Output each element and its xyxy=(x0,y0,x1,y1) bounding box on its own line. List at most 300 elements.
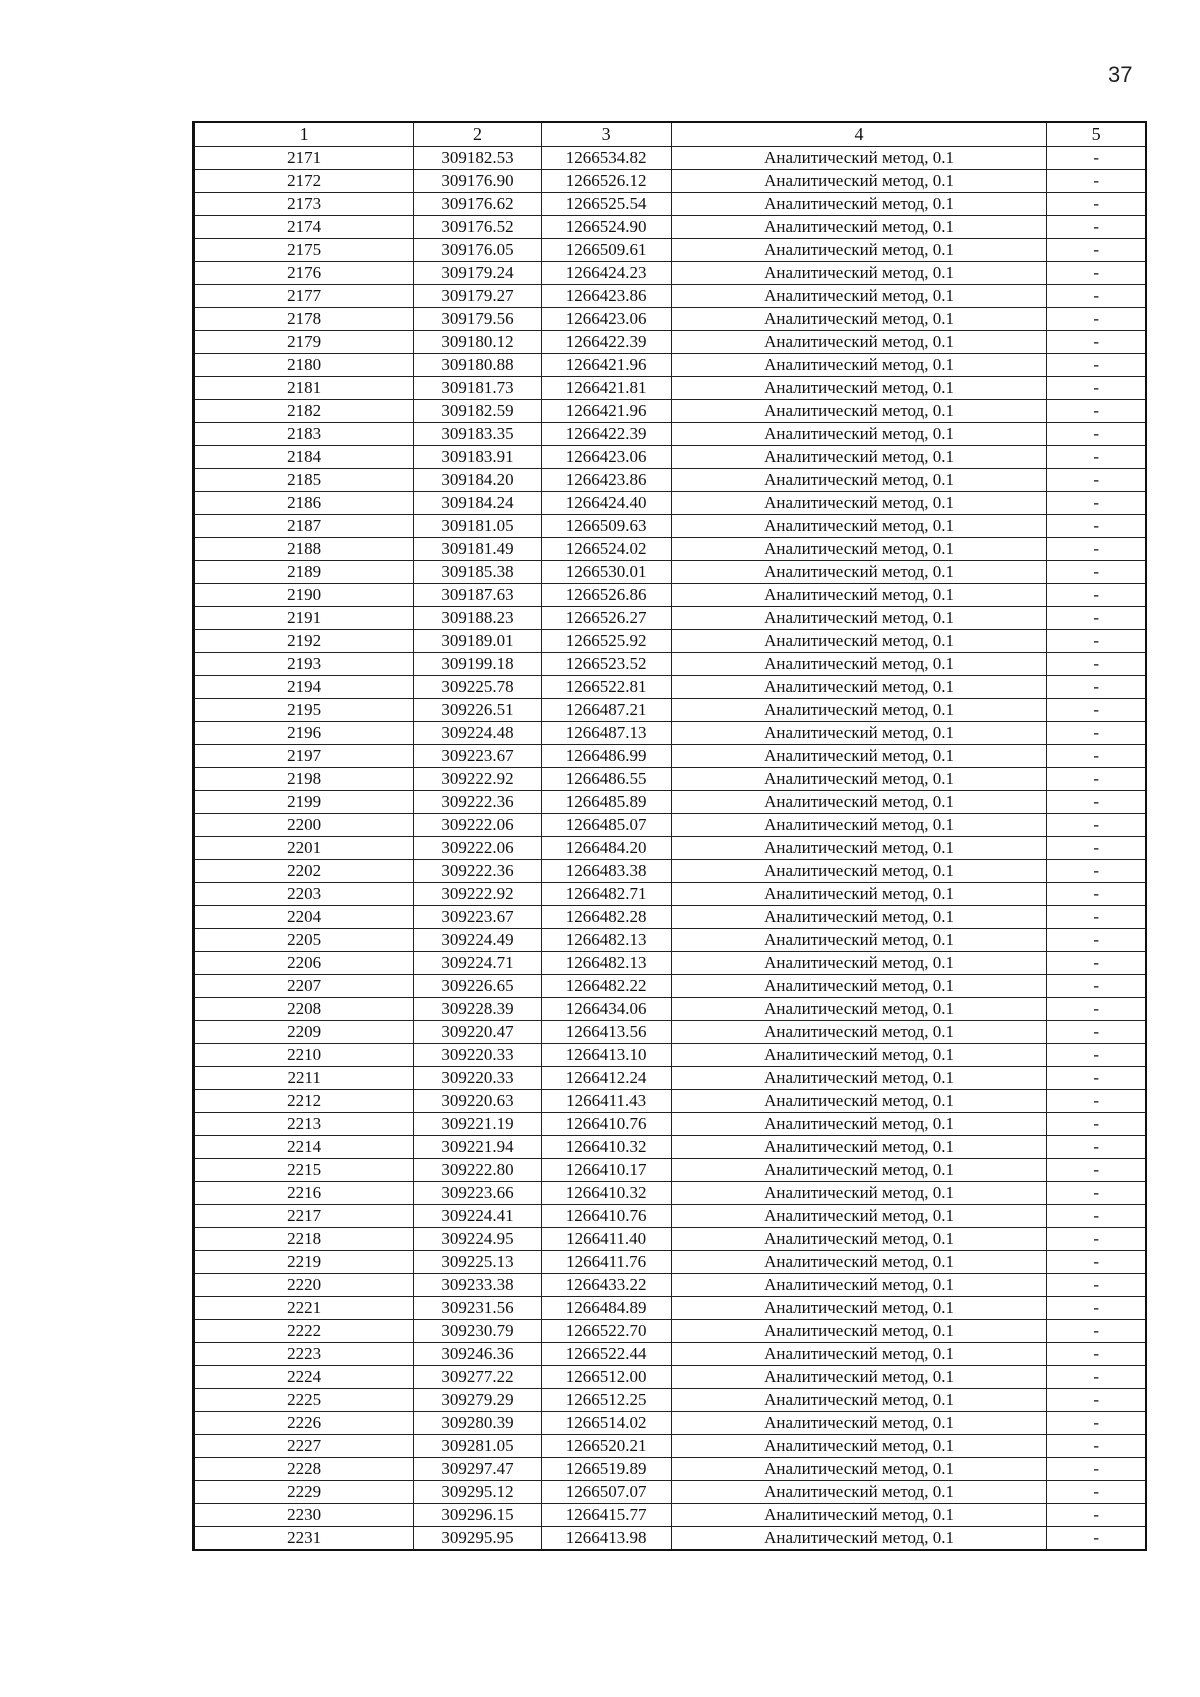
method-cell: Аналитический метод, 0.1 xyxy=(671,308,1047,331)
x-coordinate-cell: 309184.20 xyxy=(414,469,541,492)
method-cell: Аналитический метод, 0.1 xyxy=(671,423,1047,446)
table-row xyxy=(194,1021,1147,1044)
note-cell: - xyxy=(1047,1021,1146,1044)
x-coordinate-cell: 309224.95 xyxy=(414,1228,541,1251)
note-cell: - xyxy=(1047,538,1146,561)
table-row xyxy=(194,1067,1147,1090)
x-coordinate-cell: 309224.49 xyxy=(414,929,541,952)
point-number-cell: 2216 xyxy=(194,1182,414,1205)
point-number-cell: 2193 xyxy=(194,653,414,676)
note-cell: - xyxy=(1047,1527,1146,1551)
point-number-cell: 2230 xyxy=(194,1504,414,1527)
table-row xyxy=(194,193,1147,216)
method-cell: Аналитический метод, 0.1 xyxy=(671,1435,1047,1458)
point-number-cell: 2182 xyxy=(194,400,414,423)
note-cell: - xyxy=(1047,883,1146,906)
y-coordinate-cell: 1266412.24 xyxy=(541,1067,671,1090)
point-number-cell: 2222 xyxy=(194,1320,414,1343)
x-coordinate-cell: 309222.06 xyxy=(414,837,541,860)
table-row xyxy=(194,515,1147,538)
x-coordinate-cell: 309222.92 xyxy=(414,883,541,906)
y-coordinate-cell: 1266526.27 xyxy=(541,607,671,630)
method-cell: Аналитический метод, 0.1 xyxy=(671,1366,1047,1389)
table-row xyxy=(194,1205,1147,1228)
x-coordinate-cell: 309225.78 xyxy=(414,676,541,699)
y-coordinate-cell: 1266411.43 xyxy=(541,1090,671,1113)
y-coordinate-cell: 1266421.96 xyxy=(541,354,671,377)
table-row xyxy=(194,607,1147,630)
point-number-cell: 2207 xyxy=(194,975,414,998)
table-row xyxy=(194,1182,1147,1205)
table-row xyxy=(194,285,1147,308)
note-cell: - xyxy=(1047,1481,1146,1504)
note-cell: - xyxy=(1047,469,1146,492)
point-number-cell: 2228 xyxy=(194,1458,414,1481)
y-coordinate-cell: 1266530.01 xyxy=(541,561,671,584)
x-coordinate-cell: 309221.19 xyxy=(414,1113,541,1136)
table-row xyxy=(194,400,1147,423)
table-row xyxy=(194,699,1147,722)
note-cell: - xyxy=(1047,929,1146,952)
note-cell: - xyxy=(1047,998,1146,1021)
y-coordinate-cell: 1266487.13 xyxy=(541,722,671,745)
note-cell: - xyxy=(1047,331,1146,354)
note-cell: - xyxy=(1047,584,1146,607)
table-row xyxy=(194,1412,1147,1435)
note-cell: - xyxy=(1047,722,1146,745)
method-cell: Аналитический метод, 0.1 xyxy=(671,400,1047,423)
x-coordinate-cell: 309295.95 xyxy=(414,1527,541,1551)
point-number-cell: 2175 xyxy=(194,239,414,262)
method-cell: Аналитический метод, 0.1 xyxy=(671,492,1047,515)
y-coordinate-cell: 1266486.55 xyxy=(541,768,671,791)
method-cell: Аналитический метод, 0.1 xyxy=(671,262,1047,285)
y-coordinate-cell: 1266509.61 xyxy=(541,239,671,262)
table-row xyxy=(194,1228,1147,1251)
method-cell: Аналитический метод, 0.1 xyxy=(671,791,1047,814)
point-number-cell: 2199 xyxy=(194,791,414,814)
y-coordinate-cell: 1266524.90 xyxy=(541,216,671,239)
method-cell: Аналитический метод, 0.1 xyxy=(671,1136,1047,1159)
y-coordinate-cell: 1266423.86 xyxy=(541,469,671,492)
table-row xyxy=(194,1481,1147,1504)
method-cell: Аналитический метод, 0.1 xyxy=(671,998,1047,1021)
x-coordinate-cell: 309230.79 xyxy=(414,1320,541,1343)
note-cell: - xyxy=(1047,1182,1146,1205)
table-row xyxy=(194,1090,1147,1113)
y-coordinate-cell: 1266483.38 xyxy=(541,860,671,883)
table-row xyxy=(194,837,1147,860)
x-coordinate-cell: 309182.53 xyxy=(414,147,541,170)
method-cell: Аналитический метод, 0.1 xyxy=(671,1251,1047,1274)
point-number-cell: 2198 xyxy=(194,768,414,791)
x-coordinate-cell: 309220.63 xyxy=(414,1090,541,1113)
method-cell: Аналитический метод, 0.1 xyxy=(671,1205,1047,1228)
y-coordinate-cell: 1266485.07 xyxy=(541,814,671,837)
note-cell: - xyxy=(1047,1274,1146,1297)
point-number-cell: 2214 xyxy=(194,1136,414,1159)
x-coordinate-cell: 309223.66 xyxy=(414,1182,541,1205)
note-cell: - xyxy=(1047,285,1146,308)
note-cell: - xyxy=(1047,1458,1146,1481)
point-number-cell: 2185 xyxy=(194,469,414,492)
table-row xyxy=(194,906,1147,929)
y-coordinate-cell: 1266522.44 xyxy=(541,1343,671,1366)
method-cell: Аналитический метод, 0.1 xyxy=(671,584,1047,607)
x-coordinate-cell: 309222.36 xyxy=(414,791,541,814)
point-number-cell: 2224 xyxy=(194,1366,414,1389)
note-cell: - xyxy=(1047,653,1146,676)
point-number-cell: 2172 xyxy=(194,170,414,193)
note-cell: - xyxy=(1047,1113,1146,1136)
point-number-cell: 2212 xyxy=(194,1090,414,1113)
note-cell: - xyxy=(1047,1343,1146,1366)
method-cell: Аналитический метод, 0.1 xyxy=(671,377,1047,400)
method-cell: Аналитический метод, 0.1 xyxy=(671,1274,1047,1297)
table-row xyxy=(194,1320,1147,1343)
note-cell: - xyxy=(1047,699,1146,722)
table-row xyxy=(194,975,1147,998)
table-row xyxy=(194,1274,1147,1297)
point-number-cell: 2178 xyxy=(194,308,414,331)
method-cell: Аналитический метод, 0.1 xyxy=(671,331,1047,354)
table-row xyxy=(194,883,1147,906)
point-number-cell: 2218 xyxy=(194,1228,414,1251)
method-cell: Аналитический метод, 0.1 xyxy=(671,699,1047,722)
table-row xyxy=(194,745,1147,768)
point-number-cell: 2225 xyxy=(194,1389,414,1412)
method-cell: Аналитический метод, 0.1 xyxy=(671,1113,1047,1136)
note-cell: - xyxy=(1047,515,1146,538)
y-coordinate-cell: 1266434.06 xyxy=(541,998,671,1021)
method-cell: Аналитический метод, 0.1 xyxy=(671,446,1047,469)
point-number-cell: 2197 xyxy=(194,745,414,768)
x-coordinate-cell: 309180.12 xyxy=(414,331,541,354)
table-row xyxy=(194,929,1147,952)
table-row xyxy=(194,1113,1147,1136)
table-row xyxy=(194,538,1147,561)
header-row xyxy=(194,122,1147,147)
note-cell: - xyxy=(1047,860,1146,883)
y-coordinate-cell: 1266423.86 xyxy=(541,285,671,308)
x-coordinate-cell: 309179.27 xyxy=(414,285,541,308)
method-cell: Аналитический метод, 0.1 xyxy=(671,975,1047,998)
method-cell: Аналитический метод, 0.1 xyxy=(671,1090,1047,1113)
y-coordinate-cell: 1266422.39 xyxy=(541,423,671,446)
point-number-cell: 2174 xyxy=(194,216,414,239)
y-coordinate-cell: 1266534.82 xyxy=(541,147,671,170)
point-number-cell: 2205 xyxy=(194,929,414,952)
note-cell: - xyxy=(1047,492,1146,515)
method-cell: Аналитический метод, 0.1 xyxy=(671,1481,1047,1504)
table-row xyxy=(194,239,1147,262)
point-number-cell: 2195 xyxy=(194,699,414,722)
note-cell: - xyxy=(1047,1435,1146,1458)
column-header-1: 1 xyxy=(194,122,414,147)
y-coordinate-cell: 1266482.71 xyxy=(541,883,671,906)
x-coordinate-cell: 309176.90 xyxy=(414,170,541,193)
x-coordinate-cell: 309181.05 xyxy=(414,515,541,538)
x-coordinate-cell: 309181.49 xyxy=(414,538,541,561)
table-row xyxy=(194,952,1147,975)
x-coordinate-cell: 309188.23 xyxy=(414,607,541,630)
method-cell: Аналитический метод, 0.1 xyxy=(671,745,1047,768)
x-coordinate-cell: 309179.24 xyxy=(414,262,541,285)
point-number-cell: 2173 xyxy=(194,193,414,216)
table-row xyxy=(194,469,1147,492)
point-number-cell: 2210 xyxy=(194,1044,414,1067)
table-row xyxy=(194,630,1147,653)
method-cell: Аналитический метод, 0.1 xyxy=(671,285,1047,308)
x-coordinate-cell: 309222.06 xyxy=(414,814,541,837)
y-coordinate-cell: 1266410.32 xyxy=(541,1182,671,1205)
method-cell: Аналитический метод, 0.1 xyxy=(671,1527,1047,1551)
note-cell: - xyxy=(1047,308,1146,331)
x-coordinate-cell: 309226.65 xyxy=(414,975,541,998)
x-coordinate-cell: 309185.38 xyxy=(414,561,541,584)
y-coordinate-cell: 1266512.00 xyxy=(541,1366,671,1389)
x-coordinate-cell: 309189.01 xyxy=(414,630,541,653)
point-number-cell: 2177 xyxy=(194,285,414,308)
method-cell: Аналитический метод, 0.1 xyxy=(671,1228,1047,1251)
table-row xyxy=(194,331,1147,354)
note-cell: - xyxy=(1047,630,1146,653)
column-header-5: 5 xyxy=(1047,122,1146,147)
point-number-cell: 2211 xyxy=(194,1067,414,1090)
method-cell: Аналитический метод, 0.1 xyxy=(671,1343,1047,1366)
note-cell: - xyxy=(1047,377,1146,400)
note-cell: - xyxy=(1047,1251,1146,1274)
method-cell: Аналитический метод, 0.1 xyxy=(671,1182,1047,1205)
table-row xyxy=(194,584,1147,607)
point-number-cell: 2184 xyxy=(194,446,414,469)
point-number-cell: 2191 xyxy=(194,607,414,630)
point-number-cell: 2215 xyxy=(194,1159,414,1182)
y-coordinate-cell: 1266410.17 xyxy=(541,1159,671,1182)
x-coordinate-cell: 309279.29 xyxy=(414,1389,541,1412)
coordinates-table xyxy=(192,121,1147,1551)
table-header xyxy=(194,122,1147,147)
method-cell: Аналитический метод, 0.1 xyxy=(671,561,1047,584)
note-cell: - xyxy=(1047,952,1146,975)
method-cell: Аналитический метод, 0.1 xyxy=(671,1159,1047,1182)
point-number-cell: 2227 xyxy=(194,1435,414,1458)
point-number-cell: 2176 xyxy=(194,262,414,285)
table-row xyxy=(194,446,1147,469)
method-cell: Аналитический метод, 0.1 xyxy=(671,814,1047,837)
note-cell: - xyxy=(1047,170,1146,193)
note-cell: - xyxy=(1047,239,1146,262)
table-row xyxy=(194,561,1147,584)
x-coordinate-cell: 309281.05 xyxy=(414,1435,541,1458)
x-coordinate-cell: 309224.71 xyxy=(414,952,541,975)
y-coordinate-cell: 1266487.21 xyxy=(541,699,671,722)
table-row xyxy=(194,722,1147,745)
y-coordinate-cell: 1266410.32 xyxy=(541,1136,671,1159)
y-coordinate-cell: 1266424.40 xyxy=(541,492,671,515)
y-coordinate-cell: 1266522.70 xyxy=(541,1320,671,1343)
note-cell: - xyxy=(1047,1389,1146,1412)
column-header-4: 4 xyxy=(671,122,1047,147)
point-number-cell: 2196 xyxy=(194,722,414,745)
note-cell: - xyxy=(1047,147,1146,170)
x-coordinate-cell: 309181.73 xyxy=(414,377,541,400)
method-cell: Аналитический метод, 0.1 xyxy=(671,147,1047,170)
x-coordinate-cell: 309280.39 xyxy=(414,1412,541,1435)
y-coordinate-cell: 1266525.54 xyxy=(541,193,671,216)
table-row xyxy=(194,308,1147,331)
table-row xyxy=(194,1504,1147,1527)
x-coordinate-cell: 309176.62 xyxy=(414,193,541,216)
x-coordinate-cell: 309180.88 xyxy=(414,354,541,377)
note-cell: - xyxy=(1047,975,1146,998)
method-cell: Аналитический метод, 0.1 xyxy=(671,469,1047,492)
point-number-cell: 2221 xyxy=(194,1297,414,1320)
x-coordinate-cell: 309176.52 xyxy=(414,216,541,239)
point-number-cell: 2209 xyxy=(194,1021,414,1044)
y-coordinate-cell: 1266482.22 xyxy=(541,975,671,998)
method-cell: Аналитический метод, 0.1 xyxy=(671,1021,1047,1044)
table-row xyxy=(194,377,1147,400)
y-coordinate-cell: 1266413.98 xyxy=(541,1527,671,1551)
y-coordinate-cell: 1266520.21 xyxy=(541,1435,671,1458)
y-coordinate-cell: 1266411.76 xyxy=(541,1251,671,1274)
method-cell: Аналитический метод, 0.1 xyxy=(671,653,1047,676)
y-coordinate-cell: 1266519.89 xyxy=(541,1458,671,1481)
table-row xyxy=(194,998,1147,1021)
method-cell: Аналитический метод, 0.1 xyxy=(671,1044,1047,1067)
table-row xyxy=(194,492,1147,515)
y-coordinate-cell: 1266482.13 xyxy=(541,952,671,975)
table-row xyxy=(194,1527,1147,1551)
y-coordinate-cell: 1266482.28 xyxy=(541,906,671,929)
x-coordinate-cell: 309221.94 xyxy=(414,1136,541,1159)
x-coordinate-cell: 309184.24 xyxy=(414,492,541,515)
note-cell: - xyxy=(1047,1136,1146,1159)
table-row xyxy=(194,1389,1147,1412)
note-cell: - xyxy=(1047,1504,1146,1527)
method-cell: Аналитический метод, 0.1 xyxy=(671,676,1047,699)
table-row xyxy=(194,423,1147,446)
method-cell: Аналитический метод, 0.1 xyxy=(671,837,1047,860)
table-row xyxy=(194,1159,1147,1182)
point-number-cell: 2220 xyxy=(194,1274,414,1297)
point-number-cell: 2204 xyxy=(194,906,414,929)
method-cell: Аналитический метод, 0.1 xyxy=(671,1297,1047,1320)
y-coordinate-cell: 1266484.89 xyxy=(541,1297,671,1320)
y-coordinate-cell: 1266411.40 xyxy=(541,1228,671,1251)
x-coordinate-cell: 309179.56 xyxy=(414,308,541,331)
table-row xyxy=(194,262,1147,285)
x-coordinate-cell: 309187.63 xyxy=(414,584,541,607)
column-header-3: 3 xyxy=(541,122,671,147)
point-number-cell: 2190 xyxy=(194,584,414,607)
method-cell: Аналитический метод, 0.1 xyxy=(671,216,1047,239)
x-coordinate-cell: 309222.80 xyxy=(414,1159,541,1182)
point-number-cell: 2200 xyxy=(194,814,414,837)
table-row xyxy=(194,653,1147,676)
table-body xyxy=(194,147,1147,1551)
method-cell: Аналитический метод, 0.1 xyxy=(671,768,1047,791)
x-coordinate-cell: 309224.48 xyxy=(414,722,541,745)
note-cell: - xyxy=(1047,1205,1146,1228)
point-number-cell: 2187 xyxy=(194,515,414,538)
y-coordinate-cell: 1266526.86 xyxy=(541,584,671,607)
note-cell: - xyxy=(1047,561,1146,584)
x-coordinate-cell: 309222.92 xyxy=(414,768,541,791)
table-row xyxy=(194,354,1147,377)
x-coordinate-cell: 309295.12 xyxy=(414,1481,541,1504)
note-cell: - xyxy=(1047,1366,1146,1389)
note-cell: - xyxy=(1047,1159,1146,1182)
note-cell: - xyxy=(1047,446,1146,469)
y-coordinate-cell: 1266421.81 xyxy=(541,377,671,400)
page-number: 37 xyxy=(1108,62,1133,87)
table-row xyxy=(194,147,1147,170)
x-coordinate-cell: 309220.33 xyxy=(414,1044,541,1067)
method-cell: Аналитический метод, 0.1 xyxy=(671,860,1047,883)
method-cell: Аналитический метод, 0.1 xyxy=(671,538,1047,561)
x-coordinate-cell: 309226.51 xyxy=(414,699,541,722)
table-row xyxy=(194,1044,1147,1067)
table-row xyxy=(194,1297,1147,1320)
method-cell: Аналитический метод, 0.1 xyxy=(671,952,1047,975)
method-cell: Аналитический метод, 0.1 xyxy=(671,1412,1047,1435)
y-coordinate-cell: 1266512.25 xyxy=(541,1389,671,1412)
y-coordinate-cell: 1266424.23 xyxy=(541,262,671,285)
note-cell: - xyxy=(1047,607,1146,630)
x-coordinate-cell: 309182.59 xyxy=(414,400,541,423)
x-coordinate-cell: 309231.56 xyxy=(414,1297,541,1320)
note-cell: - xyxy=(1047,1320,1146,1343)
note-cell: - xyxy=(1047,193,1146,216)
note-cell: - xyxy=(1047,1044,1146,1067)
note-cell: - xyxy=(1047,676,1146,699)
note-cell: - xyxy=(1047,791,1146,814)
x-coordinate-cell: 309176.05 xyxy=(414,239,541,262)
x-coordinate-cell: 309297.47 xyxy=(414,1458,541,1481)
point-number-cell: 2203 xyxy=(194,883,414,906)
x-coordinate-cell: 309199.18 xyxy=(414,653,541,676)
point-number-cell: 2189 xyxy=(194,561,414,584)
note-cell: - xyxy=(1047,814,1146,837)
y-coordinate-cell: 1266524.02 xyxy=(541,538,671,561)
y-coordinate-cell: 1266485.89 xyxy=(541,791,671,814)
column-header-2: 2 xyxy=(414,122,541,147)
note-cell: - xyxy=(1047,1067,1146,1090)
y-coordinate-cell: 1266482.13 xyxy=(541,929,671,952)
note-cell: - xyxy=(1047,423,1146,446)
point-number-cell: 2217 xyxy=(194,1205,414,1228)
point-number-cell: 2179 xyxy=(194,331,414,354)
table-row xyxy=(194,768,1147,791)
method-cell: Аналитический метод, 0.1 xyxy=(671,515,1047,538)
table-row xyxy=(194,791,1147,814)
x-coordinate-cell: 309222.36 xyxy=(414,860,541,883)
x-coordinate-cell: 309220.33 xyxy=(414,1067,541,1090)
note-cell: - xyxy=(1047,1090,1146,1113)
method-cell: Аналитический метод, 0.1 xyxy=(671,722,1047,745)
x-coordinate-cell: 309220.47 xyxy=(414,1021,541,1044)
note-cell: - xyxy=(1047,262,1146,285)
point-number-cell: 2180 xyxy=(194,354,414,377)
x-coordinate-cell: 309183.91 xyxy=(414,446,541,469)
point-number-cell: 2201 xyxy=(194,837,414,860)
note-cell: - xyxy=(1047,1412,1146,1435)
x-coordinate-cell: 309183.35 xyxy=(414,423,541,446)
method-cell: Аналитический метод, 0.1 xyxy=(671,239,1047,262)
y-coordinate-cell: 1266421.96 xyxy=(541,400,671,423)
